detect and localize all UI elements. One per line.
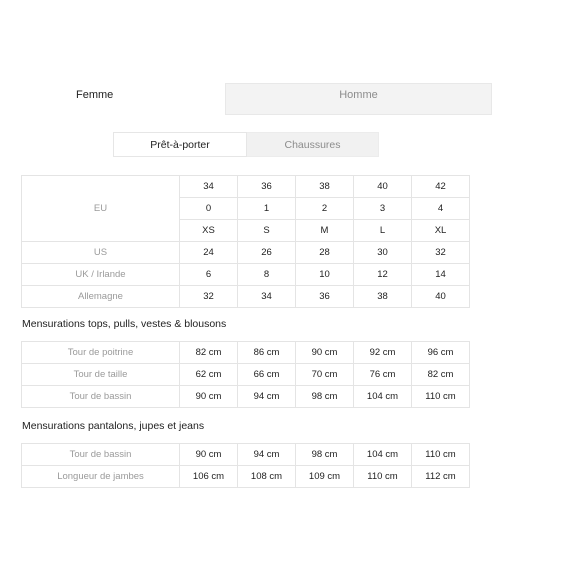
table-cell: XS — [180, 220, 238, 242]
table-cell: 24 — [180, 242, 238, 264]
table-cell: 26 — [238, 242, 296, 264]
table-cell: 94 cm — [238, 386, 296, 408]
row-label: Tour de taille — [22, 364, 180, 386]
table-cell: 92 cm — [354, 342, 412, 364]
table-row — [22, 286, 470, 308]
tab-femme[interactable]: Femme — [22, 83, 225, 115]
table-cell: 96 cm — [412, 342, 470, 364]
table-cell: 6 — [180, 264, 238, 286]
row-label-eu: EU — [22, 176, 180, 242]
table-cell: 1 — [238, 198, 296, 220]
table-cell: XL — [412, 220, 470, 242]
table-cell: 66 cm — [238, 364, 296, 386]
table-cell: 82 cm — [412, 364, 470, 386]
tab-homme[interactable]: Homme — [225, 83, 492, 115]
gender-tabs — [22, 83, 492, 115]
table-cell: 104 cm — [354, 386, 412, 408]
tops-measurements-table — [21, 341, 470, 408]
tab-pret-a-porter[interactable]: Prêt-à-porter — [113, 132, 247, 157]
table-cell: 70 cm — [296, 364, 354, 386]
table-cell: 98 cm — [296, 444, 354, 466]
table-cell: 4 — [412, 198, 470, 220]
table-row — [22, 364, 470, 386]
table-cell: 94 cm — [238, 444, 296, 466]
table-row — [22, 386, 470, 408]
bottoms-measurements-table — [21, 443, 470, 488]
table-cell: 109 cm — [296, 466, 354, 488]
table-cell: 98 cm — [296, 386, 354, 408]
table-cell: L — [354, 220, 412, 242]
row-label-allemagne: Allemagne — [22, 286, 180, 308]
table-cell: S — [238, 220, 296, 242]
table-cell: 38 — [296, 176, 354, 198]
table-cell: 3 — [354, 198, 412, 220]
row-label: Tour de poitrine — [22, 342, 180, 364]
table-cell: 104 cm — [354, 444, 412, 466]
table-cell: 110 cm — [412, 444, 470, 466]
table-cell: 110 cm — [412, 386, 470, 408]
table-row — [22, 242, 470, 264]
category-tabs — [113, 132, 379, 157]
table-cell: 32 — [412, 242, 470, 264]
table-cell: 36 — [238, 176, 296, 198]
table-cell: 108 cm — [238, 466, 296, 488]
table-cell: 90 cm — [180, 444, 238, 466]
table-cell: 76 cm — [354, 364, 412, 386]
table-cell: 62 cm — [180, 364, 238, 386]
row-label-uk: UK / Irlande — [22, 264, 180, 286]
table-cell: 2 — [296, 198, 354, 220]
table-cell: 40 — [354, 176, 412, 198]
table-row — [22, 176, 470, 198]
table-row — [22, 342, 470, 364]
table-cell: 40 — [412, 286, 470, 308]
table-cell: 32 — [180, 286, 238, 308]
table-row — [22, 444, 470, 466]
table-cell: 34 — [180, 176, 238, 198]
table-cell: 82 cm — [180, 342, 238, 364]
table-cell: 12 — [354, 264, 412, 286]
table-cell: 30 — [354, 242, 412, 264]
table-cell: 34 — [238, 286, 296, 308]
table-cell: 14 — [412, 264, 470, 286]
table-cell: 106 cm — [180, 466, 238, 488]
table-cell: 112 cm — [412, 466, 470, 488]
size-conversion-table — [21, 175, 470, 308]
table-cell: 42 — [412, 176, 470, 198]
row-label: Tour de bassin — [22, 386, 180, 408]
table-cell: 86 cm — [238, 342, 296, 364]
table-cell: 8 — [238, 264, 296, 286]
row-label-us: US — [22, 242, 180, 264]
table-cell: 28 — [296, 242, 354, 264]
table-cell: M — [296, 220, 354, 242]
table-cell: 90 cm — [180, 386, 238, 408]
tops-section-title: Mensurations tops, pulls, vestes & blousons — [22, 318, 227, 330]
tab-chaussures[interactable]: Chaussures — [247, 132, 379, 157]
table-cell: 110 cm — [354, 466, 412, 488]
table-cell: 90 cm — [296, 342, 354, 364]
table-row — [22, 264, 470, 286]
table-row — [22, 466, 470, 488]
row-label: Longueur de jambes — [22, 466, 180, 488]
table-cell: 10 — [296, 264, 354, 286]
table-cell: 38 — [354, 286, 412, 308]
table-cell: 0 — [180, 198, 238, 220]
bottoms-section-title: Mensurations pantalons, jupes et jeans — [22, 420, 205, 432]
row-label: Tour de bassin — [22, 444, 180, 466]
table-cell: 36 — [296, 286, 354, 308]
